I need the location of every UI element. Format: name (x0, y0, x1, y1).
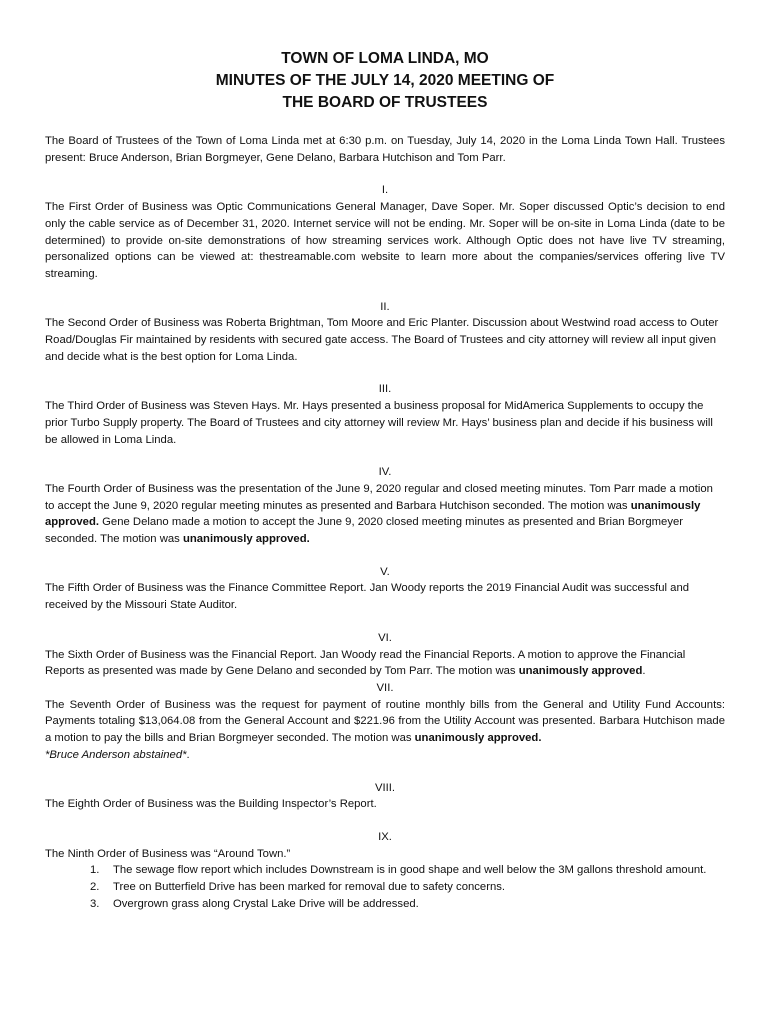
list-item (45, 896, 725, 913)
intro-paragraph: The Board of Trustees of the Town of Loma Linda met at 6:30 p.m. on Tuesday, July 14, 2020 in the Loma Linda Town Hall. Trustees present: Bruce Anderson, Brian Borgmeyer, Gene Delano, Barbara Hutchison and Tom Parr. (45, 135, 725, 164)
approval-emphasis: unanimously approved. (414, 732, 542, 745)
section-5 (45, 564, 725, 614)
section-3 (45, 381, 725, 448)
document-header (45, 48, 725, 114)
section-text: The Ninth Order of Business was “Around Town.” (45, 847, 291, 860)
around-town-list (45, 862, 725, 912)
section-text: The Third Order of Business was Steven Hays. Mr. Hays presented a business proposal for MidAmerica Supplements to occupy the prior Turbo Supply property. The Board of Trustees and city attorney will review Mr. Hays’ business plan and decide if his business will be allowed in Loma Linda. (45, 400, 713, 446)
section-text (45, 481, 725, 548)
approval-emphasis: unanimously approved. (182, 533, 310, 546)
section-1 (45, 182, 725, 282)
list-marker: 2. (90, 881, 100, 894)
list-item-text: Tree on Butterfield Drive has been marked for removal due to safety concerns. (113, 881, 506, 894)
section-4 (45, 464, 725, 548)
section-number: VII. (376, 681, 394, 694)
section-7 (45, 680, 725, 764)
text-run: The Seventh Order of Business was the request for payment of routine monthly bills from the General and Utility Fund Accounts: Payments totaling $13,064.08 from the General Account and $221.96 from the Utility Account was presented. Barbara Hutchison made a motion to pay the bills and Brian Borgmeyer seconded. The motion was (45, 698, 725, 745)
text-run: . (642, 665, 646, 678)
approval-emphasis: unanimously approved. (45, 499, 701, 529)
header-line-1: TOWN OF LOMA LINDA, MO (281, 50, 489, 67)
section-text (45, 697, 725, 764)
text-run: The Fourth Order of Business was the presentation of the June 9, 2020 regular and closed meeting minutes. Tom Parr made a motion to accept the June 9, 2020 regular meeting minutes as presented and Barbara Hutchison seconded. The motion was (45, 482, 713, 512)
section-number: I. (381, 184, 389, 197)
header-line-2: MINUTES OF THE JULY 14, 2020 MEETING OF (215, 72, 555, 89)
list-item (45, 879, 725, 896)
section-number: IV. (378, 466, 392, 479)
list-marker: 3. (90, 897, 100, 910)
list-item-text: The sewage flow report which includes Downstream is in good shape and well below the 3M gallons threshold amount. (113, 864, 707, 877)
text-run: . (186, 748, 190, 761)
section-9 (45, 829, 725, 913)
section-text: The First Order of Business was Optic Communications General Manager, Dave Soper. Mr. Soper discussed Optic’s decision to end only the cable service as of December 31, 2020. Internet service will not be ending. Mr. Soper will be on-site in Loma Linda (date to be determined) to provide on-site demonstrations of how streaming services work. Although Optic does not have live TV streaming, personalized options can be viewed at: thestreamable.com website to learn more about the companies/services offering live TV streaming. (45, 201, 725, 280)
section-number: II. (380, 300, 390, 313)
section-number: VI. (378, 631, 392, 644)
approval-emphasis: unanimously approved (518, 665, 643, 678)
text-run: The Sixth Order of Business was the Financial Report. Jan Woody read the Financial Reports. A motion to approve the Financial Reports as presented was made by Gene Delano and seconded by Tom Parr. The motion was (45, 648, 686, 678)
section-text: The Eighth Order of Business was the Building Inspector’s Report. (45, 798, 377, 811)
list-item-text: Overgrown grass along Crystal Lake Drive will be addressed. (113, 897, 419, 910)
section-8 (45, 780, 725, 813)
section-number: III. (378, 383, 392, 396)
section-number: IX. (378, 830, 392, 843)
text-run: Gene Delano made a motion to accept the June 9, 2020 closed meeting minutes as presented and Brian Borgmeyer seconded. The motion was (45, 516, 684, 546)
section-text: The Second Order of Business was Roberta Brightman, Tom Moore and Eric Planter. Discussion about Westwind road access to Outer Road/Douglas Fir maintained by residents with secured gate access. The Board of Trustees and city attorney will review all input given and decide what is the best option for Loma Linda. (45, 317, 719, 363)
header-line-3: THE BOARD OF TRUSTEES (282, 94, 488, 111)
section-text (45, 647, 725, 680)
list-marker: 1. (90, 864, 100, 877)
section-number: VIII. (374, 781, 396, 794)
intro-section (45, 133, 725, 166)
section-2 (45, 299, 725, 366)
list-item (45, 862, 725, 879)
section-6 (45, 630, 725, 680)
section-text: The Fifth Order of Business was the Finance Committee Report. Jan Woody reports the 2019 Financial Audit was successful and received by the Missouri State Auditor. (45, 582, 690, 612)
abstention-note: *Bruce Anderson abstained* (45, 748, 187, 761)
section-number: V. (380, 565, 390, 578)
